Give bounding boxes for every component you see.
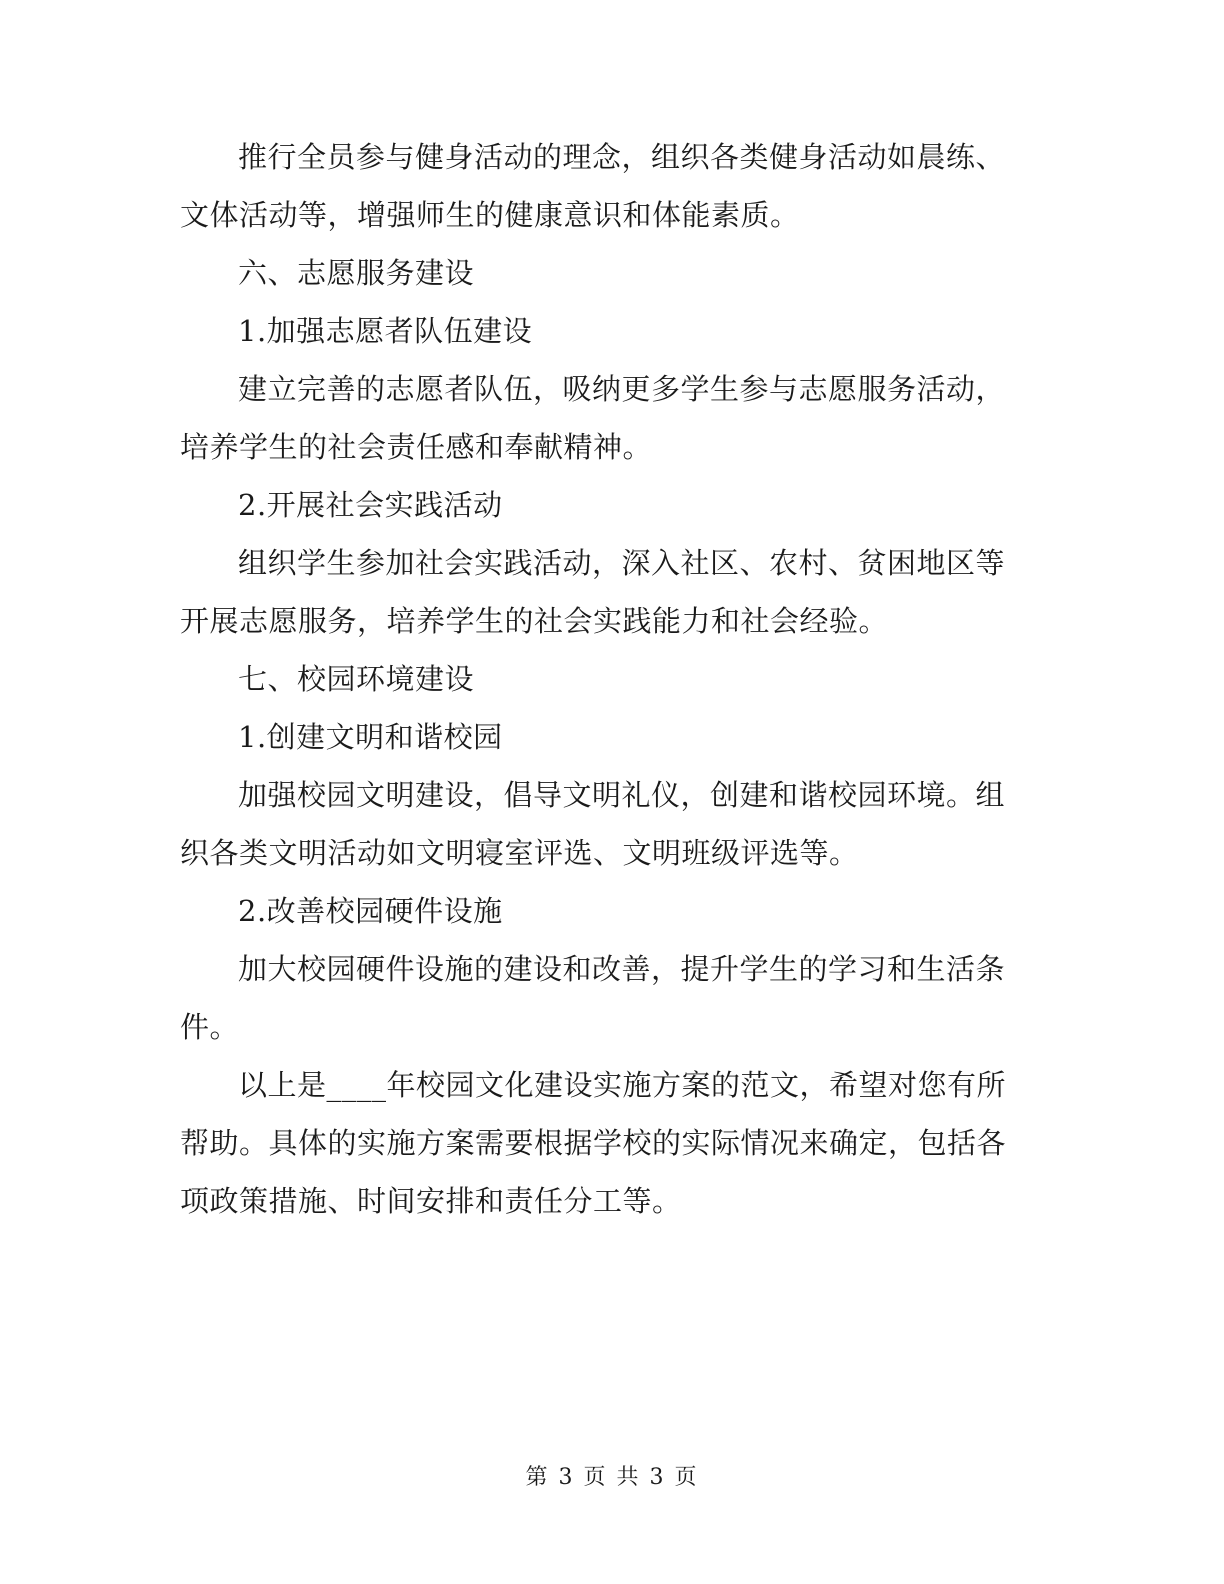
paragraph-line: 加大校园硬件设施的建设和改善，提升学生的学习和生活条 xyxy=(238,952,1006,986)
subsection-heading xyxy=(180,302,1020,360)
section-heading-text: 六、志愿服务建设 xyxy=(238,256,475,290)
paragraph-line: 推行全员参与健身活动的理念，组织各类健身活动如晨练、 xyxy=(238,140,1006,174)
page-number-footer: 第 3 页 共 3 页 xyxy=(525,1465,699,1490)
paragraph-line: 加强校园文明建设，倡导文明礼仪，创建和谐校园环境。组 xyxy=(238,778,1006,812)
paragraph-line: 以上是____年校园文化建设实施方案的范文，希望对您有所 xyxy=(238,1068,1007,1102)
paragraph-line: 件。 xyxy=(180,1010,240,1044)
paragraph-line: 培养学生的社会责任感和奉献精神。 xyxy=(180,430,653,464)
subsection-heading-text: 2.改善校园硬件设施 xyxy=(238,894,503,928)
paragraph-line: 织各类文明活动如文明寝室评选、文明班级评选等。 xyxy=(180,836,859,870)
paragraph xyxy=(180,940,1020,1056)
subsection-heading xyxy=(180,708,1020,766)
subsection-heading-text: 2.开展社会实践活动 xyxy=(238,488,503,522)
subsection-heading-text: 1.加强志愿者队伍建设 xyxy=(238,314,533,348)
subsection-heading-text: 1.创建文明和谐校园 xyxy=(238,720,503,754)
paragraph-line: 建立完善的志愿者队伍，吸纳更多学生参与志愿服务活动， xyxy=(238,372,1006,406)
paragraph-line: 项政策措施、时间安排和责任分工等。 xyxy=(180,1184,682,1218)
paragraph xyxy=(180,128,1020,244)
paragraph-line: 帮助。具体的实施方案需要根据学校的实际情况来确定，包括各 xyxy=(180,1126,1007,1160)
paragraph-line: 组织学生参加社会实践活动，深入社区、农村、贫困地区等 xyxy=(238,546,1006,580)
section-heading-text: 七、校园环境建设 xyxy=(238,662,475,696)
subsection-heading xyxy=(180,882,1020,940)
subsection-heading xyxy=(180,476,1020,534)
paragraph xyxy=(180,360,1020,476)
section-heading xyxy=(180,650,1020,708)
paragraph xyxy=(180,766,1020,882)
document-body xyxy=(180,128,1020,1230)
paragraph-line: 文体活动等，增强师生的健康意识和体能素质。 xyxy=(180,198,800,232)
section-heading xyxy=(180,244,1020,302)
paragraph xyxy=(180,534,1020,650)
paragraph-line: 开展志愿服务，培养学生的社会实践能力和社会经验。 xyxy=(180,604,889,638)
paragraph xyxy=(180,1056,1020,1230)
